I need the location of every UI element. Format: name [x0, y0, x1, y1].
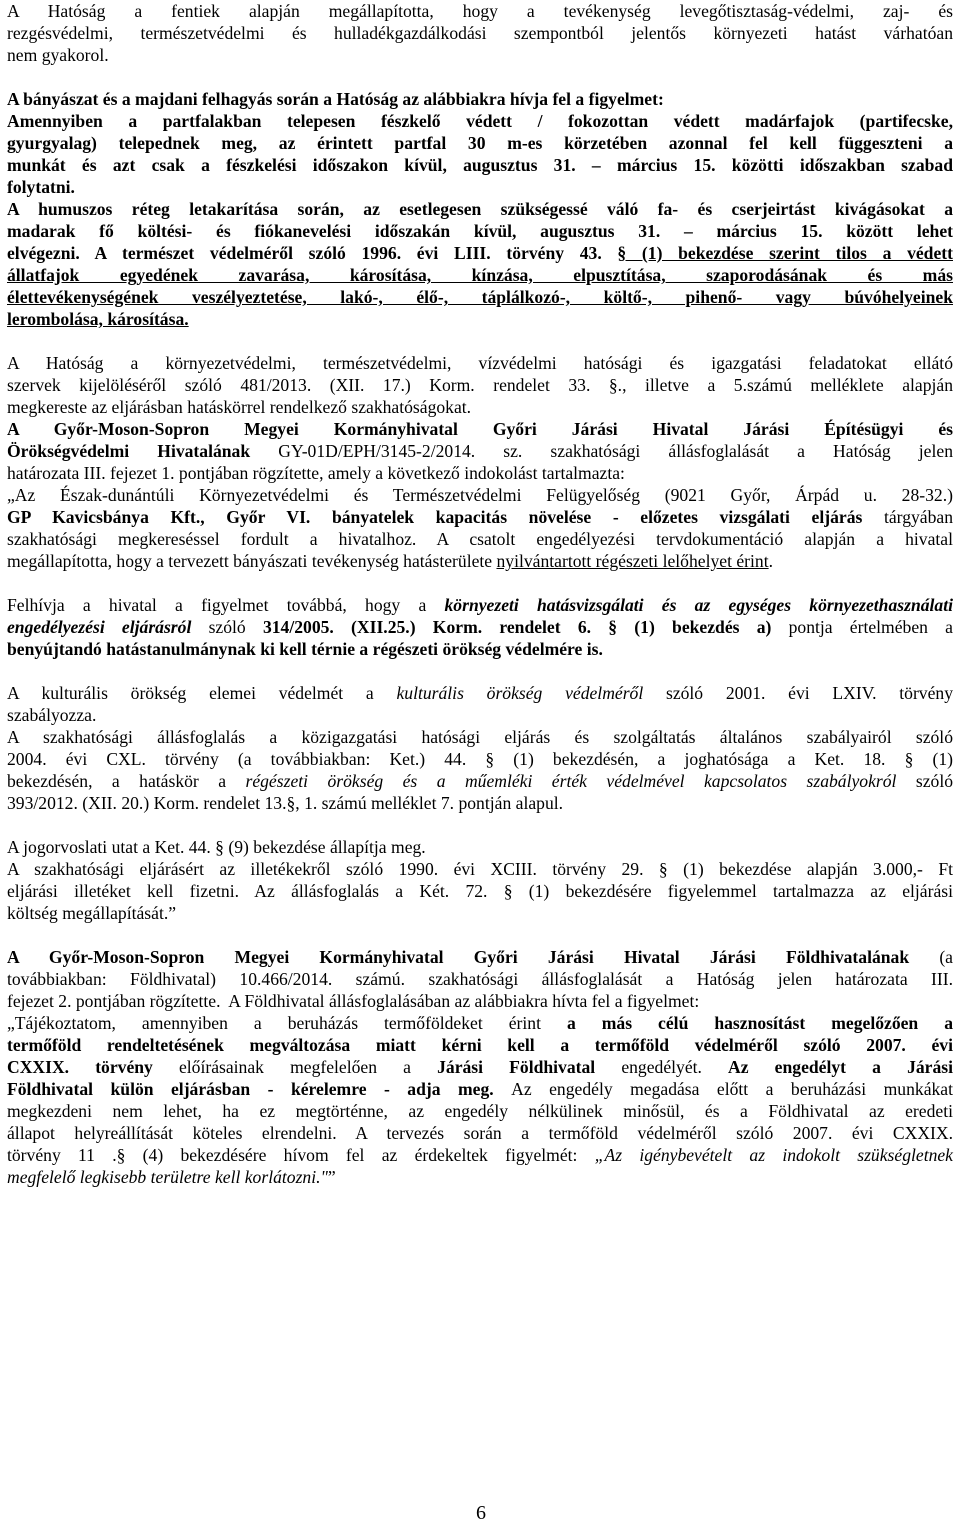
text-segment: „Tájékoztatom, amennyiben a beruházás termőföldeket érint	[7, 1013, 567, 1033]
text-line	[7, 1078, 953, 1100]
text-line: A bányászat és a majdani felhagyás során a Hatóság az alábbiakra hívja fel a figyelmet:	[7, 89, 664, 109]
text-line	[7, 242, 953, 264]
text-line	[7, 594, 953, 616]
text-line	[7, 616, 953, 638]
text-segment: bekezdésén, a hatáskör a	[7, 771, 246, 791]
text-segment: megállapította, hogy a tervezett bányászati tevékenység hatásterülete	[7, 551, 497, 571]
page-number: 6	[476, 1502, 486, 1524]
text-line	[7, 440, 953, 462]
text-line: madarak fő költési- és fiókanevelési időszakán kívül, augusztus 31. – március 15. között lehet	[7, 221, 953, 241]
text-line	[7, 550, 953, 572]
text-line: szervek kijelöléséről szóló 481/2013. (XII. 17.) Korm. rendelet 33. §., illetve a 5.számú melléklete alapján	[7, 375, 953, 395]
text-line: A Hatóság a környezetvédelmi, természetvédelmi, vízvédelmi hatósági és igazgatási feladatokat ellátó	[7, 353, 953, 373]
text-line: élettevékenységének veszélyeztetése, lakó-, élő-, táplálkozó-, költő-, pihenő- vagy búvóhelyeinek	[7, 287, 953, 307]
text-line: rezgésvédelmi, természetvédelmi és hulladékgazdálkodási szempontból jelentős környezeti hatást várhatóan	[7, 23, 953, 43]
text-line: megkezdeni nem lehet, ha ez megtörténne, az engedély nélkülinek minősül, és a Földhivatal az eredeti	[7, 1101, 953, 1121]
text-line: Amennyiben a partfalakban telepesen fészkelő védett / fokozottan védett madárfajok (partifecske,	[7, 111, 953, 131]
text-line: 393/2012. (XII. 20.) Korm. rendelet 13.§, 1. számú melléklet 7. pontján alapul.	[7, 793, 564, 813]
text-segment: A kulturális örökség elemei védelmét a	[7, 683, 397, 703]
text-line: költség megállapítását.”	[7, 903, 177, 923]
text-segment: (a	[939, 947, 953, 967]
text-segment: pontja értelmében a	[788, 617, 953, 637]
text-line	[7, 770, 953, 792]
text-segment: A Győr-Moson-Sopron Megyei Kormányhivatal Győri Járási Hivatal Járási Földhivatalának	[7, 947, 940, 967]
text-line: eljárási illetéket kell fizetni. Az állásfoglalás a Két. 72. § (1) bekezdésére figyelemmel tartalmazza az eljárási	[7, 881, 953, 901]
text-segment: szóló 2001. évi LXIV. törvény	[665, 683, 953, 703]
text-line: A szakhatósági eljárásért az illetékekről szóló 1990. évi XCIII. törvény 29. § (1) bekezdése alapján 3.000,- Ft	[7, 859, 953, 879]
text-line: állatfajok egyedének zavarása, károsítása, kínzása, elpusztítása, szaporodásának és más	[7, 265, 953, 285]
text-segment: Felhívja a hivatal a figyelmet továbbá, hogy a	[7, 595, 445, 615]
text-line	[7, 1056, 953, 1078]
text-segment: elvégezni. A természet védelméről szóló 1996. évi LIII. törvény 43.	[7, 243, 618, 263]
text-line: állapot helyreállítását köteles elrendelni. A tervezés során a termőföld védelméről szóló 2007. évi CXXIX.	[7, 1123, 953, 1143]
text-line	[7, 682, 953, 704]
text-line: A szakhatósági állásfoglalás a közigazgatási hatósági eljárás és szolgáltatás általános szabályairól szóló	[7, 727, 953, 747]
text-line: munkát és azt csak a fészkelési időszakon kívül, augusztus 31. – március 15. közötti időszakban szabad	[7, 155, 953, 175]
text-line: A humuszos réteg letakarítása során, az esetlegesen szükségessé váló fa- és cserjeirtást kivágásokat a	[7, 199, 953, 219]
text-segment: Örökségvédelmi Hivatalának	[7, 441, 279, 461]
text-line: fejezet 2. pontjában rögzítette. A Földhivatal állásfoglalásában az alábbiakra hívta fel a figyelmet:	[7, 991, 700, 1011]
text-line: gyurgyalag) telepednek meg, az érintett partfal 30 m-es körzetében azonnal fel kell függeszteni a	[7, 133, 953, 153]
text-line: továbbiakban: Földhivatal) 10.466/2014. számú. szakhatósági állásfoglalását a Hatóság jelen határozata III.	[7, 969, 953, 989]
text-segment: Az engedélyt a Járási	[728, 1057, 953, 1077]
text-line: szakhatósági megkereséssel fordult a hivatalhoz. A csatolt engedélyezési tervdokumentáció alapján a hivatal	[7, 529, 953, 549]
text-segment: CXXIX. törvény	[7, 1057, 179, 1077]
text-line: „Az Észak-dunántúli Környezetvédelmi és Természetvédelmi Felügyelőség (9021 Győr, Árpád u. 28-32.)	[7, 485, 953, 505]
text-line	[7, 1012, 953, 1034]
text-segment: „Az igénybevételt az indokolt szükségletnek	[594, 1145, 953, 1165]
text-segment: engedélyezési eljárásról	[7, 617, 209, 637]
text-segment: kulturális örökség védelméről	[396, 683, 666, 703]
text-line: benyújtandó hatástanulmánynak ki kell térnie a régészeti örökség védelmére is.	[7, 639, 603, 659]
text-segment: megfelelő legkisebb területre kell korlátozni."	[7, 1167, 328, 1187]
text-line: szabályozza.	[7, 705, 97, 725]
text-line: határozata III. fejezet 1. pontjában rögzítette, amely a következő indokolást tartalmazta:	[7, 463, 625, 483]
text-line: folytatni.	[7, 177, 75, 197]
text-line	[7, 1166, 953, 1188]
text-line: termőföld rendeltetésének megváltozása miatt kérni kell a termőföld védelméről szóló 2007. évi	[7, 1035, 953, 1055]
text-line: A Hatóság a fentiek alapján megállapította, hogy a tevékenység levegőtisztaság-védelmi, zaj- és	[7, 1, 953, 21]
text-line	[7, 1144, 953, 1166]
text-segment: § (1) bekezdése szerint tilos a védett	[617, 243, 953, 263]
text-line: lerombolása, károsítása.	[7, 309, 189, 329]
text-segment: nyilvántartott régészeti lelőhelyet érint	[496, 551, 769, 571]
text-segment: 314/2005. (XII.25.) Korm. rendelet 6. § (1) bekezdés a)	[262, 617, 789, 637]
text-segment: Az engedély megadása előtt a beruházási munkákat	[511, 1079, 953, 1099]
text-segment: szóló	[208, 617, 263, 637]
text-line	[7, 946, 953, 968]
text-segment: régészeti örökség és a műemléki érték védelmével kapcsolatos szabályokról	[245, 771, 916, 791]
text-segment: .	[768, 551, 774, 571]
text-segment: a más célú hasznosítást megelőzően a	[566, 1013, 954, 1033]
text-line	[7, 506, 953, 528]
text-line: nem gyakorol.	[7, 45, 109, 65]
text-segment: GY-01D/EPH/3145-2/2014. sz. szakhatósági állásfoglalását a Hatóság jelen	[278, 441, 953, 461]
text-segment: törvény 11 .§ (4) bekezdésére hívom fel az érdekeltek figyelmét:	[7, 1145, 595, 1165]
text-segment: előírásainak megfelelően a	[178, 1057, 438, 1077]
text-segment: GP Kavicsbánya Kft., Győr VI.	[7, 507, 332, 527]
text-segment: szóló	[915, 771, 954, 791]
text-segment: ”	[327, 1167, 336, 1187]
text-segment: tárgyában	[883, 507, 953, 527]
text-line: megkereste az eljárásban hatáskörrel rendelkező szakhatóságokat.	[7, 397, 472, 417]
text-segment: Járási Földhivatal	[437, 1057, 622, 1077]
text-line: 2004. évi CXL. törvény (a továbbiakban: Ket.) 44. § (1) bekezdésén, a joghatósága a Ket. 18. § (1)	[7, 749, 953, 769]
text-segment: bányatelek kapacitás növelése - előzetes vizsgálati eljárás	[331, 507, 884, 527]
text-line: A Győr-Moson-Sopron Megyei Kormányhivatal Győri Járási Hivatal Járási Építésügyi és	[7, 419, 953, 439]
text-segment: környezeti hatásvizsgálati és az egységes környezethasználati	[444, 595, 954, 615]
text-line: A jogorvoslati utat a Ket. 44. § (9) bekezdése állapítja meg.	[7, 837, 426, 857]
text-segment: Földhivatal külön eljárásban - kérelemre - adja meg.	[7, 1079, 512, 1099]
text-segment: engedélyét.	[621, 1057, 729, 1077]
